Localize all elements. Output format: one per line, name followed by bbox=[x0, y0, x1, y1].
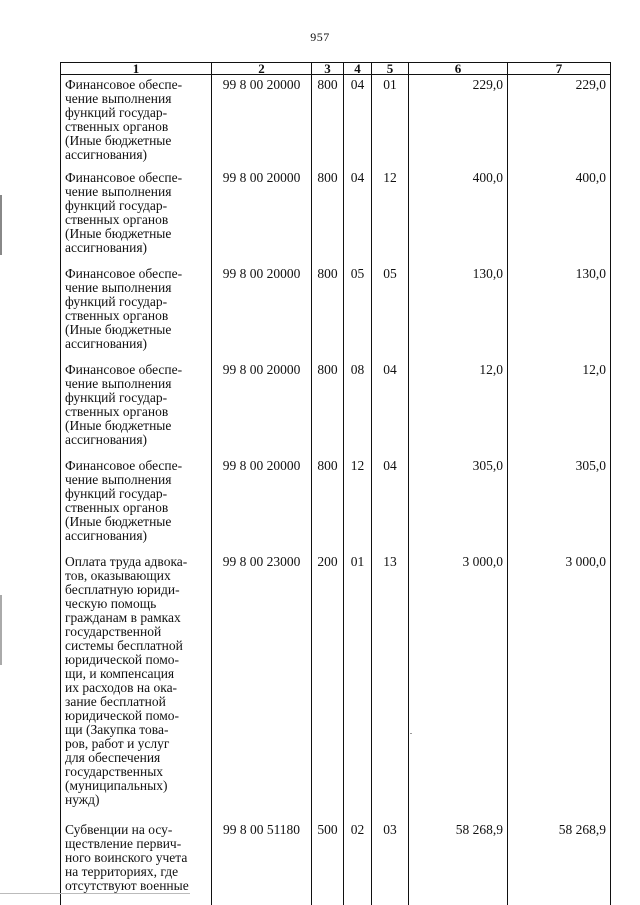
row-name-cell bbox=[61, 75, 212, 169]
column-header-6: 6 bbox=[409, 63, 508, 75]
column-header-3: 3 bbox=[312, 63, 344, 75]
row-amount-6: 229,0 bbox=[409, 75, 508, 169]
row-amount-7: 3 000,0 bbox=[508, 553, 611, 821]
scan-artifact-bottom-line bbox=[0, 893, 190, 894]
row-col4: 12 bbox=[344, 457, 372, 553]
row-name: Финансовое обеспе- чение выполнения функций государ- ственных органов (Иные бюджетные ассигнования) bbox=[65, 169, 183, 255]
row-col5: 04 bbox=[372, 457, 409, 553]
row-code: 99 8 00 20000 bbox=[212, 75, 312, 169]
row-name-cell bbox=[61, 457, 212, 553]
column-header-5: 5 bbox=[372, 63, 409, 75]
row-col5: 13 bbox=[372, 553, 409, 821]
row-amount-7: 58 268,9 bbox=[508, 821, 611, 905]
table-row bbox=[61, 169, 611, 265]
table-row bbox=[61, 553, 611, 821]
row-code: 99 8 00 20000 bbox=[212, 169, 312, 265]
column-header-1: 1 bbox=[61, 63, 212, 75]
row-amount-6: 400,0 bbox=[409, 169, 508, 265]
row-col4: 02 bbox=[344, 821, 372, 905]
table-row bbox=[61, 361, 611, 457]
row-code: 99 8 00 23000 bbox=[212, 553, 312, 821]
row-name-cell bbox=[61, 265, 212, 361]
row-name: Финансовое обеспе- чение выполнения функций государ- ственных органов (Иные бюджетные ассигнования) bbox=[65, 265, 183, 351]
budget-table bbox=[60, 62, 611, 905]
row-col5: 01 bbox=[372, 75, 409, 169]
scan-artifact-edge-top bbox=[0, 195, 2, 255]
row-col5: 05 bbox=[372, 265, 409, 361]
row-col4: 04 bbox=[344, 169, 372, 265]
row-code: 99 8 00 20000 bbox=[212, 361, 312, 457]
page-number: 957 bbox=[310, 30, 330, 44]
scan-speck bbox=[410, 733, 412, 734]
row-amount-6: 130,0 bbox=[409, 265, 508, 361]
row-amount-6: 3 000,0 bbox=[409, 553, 508, 821]
row-name: Финансовое обеспе- чение выполнения функций государ- ственных органов (Иные бюджетные ассигнования) bbox=[65, 457, 183, 543]
row-col3: 500 bbox=[312, 821, 344, 905]
row-col4: 05 bbox=[344, 265, 372, 361]
row-col3: 800 bbox=[312, 265, 344, 361]
row-col4: 04 bbox=[344, 75, 372, 169]
row-code: 99 8 00 20000 bbox=[212, 265, 312, 361]
row-name-cell bbox=[61, 553, 212, 821]
column-header-7: 7 bbox=[508, 63, 611, 75]
row-name: Финансовое обеспе- чение выполнения функций государ- ственных органов (Иные бюджетные ассигнования) bbox=[65, 361, 183, 447]
row-amount-7: 130,0 bbox=[508, 265, 611, 361]
row-amount-6: 12,0 bbox=[409, 361, 508, 457]
row-code: 99 8 00 20000 bbox=[212, 457, 312, 553]
row-amount-6: 305,0 bbox=[409, 457, 508, 553]
column-header-2: 2 bbox=[212, 63, 312, 75]
scan-artifact-edge-bottom bbox=[0, 595, 2, 665]
row-amount-7: 305,0 bbox=[508, 457, 611, 553]
row-col3: 800 bbox=[312, 75, 344, 169]
row-name: Оплата труда адвока- тов, оказывающих бесплатную юриди- ческую помощь гражданам в рамках государственной системы бесплатной юридической помо- щи, и компенсация их расходов на ока- зание бесплатной юридической помо- щи (Закупка това- ров, работ и услуг для обеспечения государственных (муниципальных) нужд) bbox=[65, 554, 188, 808]
row-amount-7: 229,0 bbox=[508, 75, 611, 169]
row-col4: 01 bbox=[344, 553, 372, 821]
row-col5: 12 bbox=[372, 169, 409, 265]
table-row bbox=[61, 265, 611, 361]
row-amount-6: 58 268,9 bbox=[409, 821, 508, 905]
row-col3: 800 bbox=[312, 361, 344, 457]
row-amount-7: 400,0 bbox=[508, 169, 611, 265]
row-name-cell bbox=[61, 361, 212, 457]
table-header-row bbox=[61, 63, 611, 75]
row-name: Финансовое обеспе- чение выполнения функций государ- ственных органов (Иные бюджетные ассигнования) bbox=[65, 77, 183, 162]
row-col3: 800 bbox=[312, 169, 344, 265]
row-col5: 03 bbox=[372, 821, 409, 905]
row-name-cell bbox=[61, 169, 212, 265]
row-col4: 08 bbox=[344, 361, 372, 457]
row-name: Субвенции на осу- ществление первич- ного воинского учета на территориях, где отсутствуют военные bbox=[65, 822, 189, 894]
row-amount-7: 12,0 bbox=[508, 361, 611, 457]
table-row bbox=[61, 75, 611, 169]
row-col3: 200 bbox=[312, 553, 344, 821]
table-row bbox=[61, 457, 611, 553]
row-code: 99 8 00 51180 bbox=[212, 821, 312, 905]
row-col5: 04 bbox=[372, 361, 409, 457]
column-header-4: 4 bbox=[344, 63, 372, 75]
row-col3: 800 bbox=[312, 457, 344, 553]
